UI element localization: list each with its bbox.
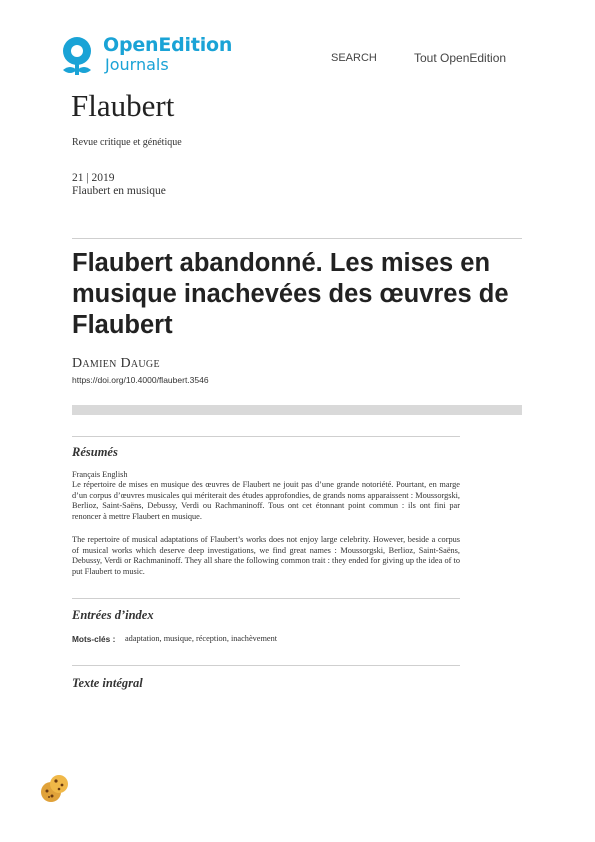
article-title: Flaubert abandonné. Les mises en musique inachevées des œuvres de Flaubert bbox=[72, 249, 509, 339]
separator-bar bbox=[72, 405, 522, 415]
journal-title[interactable]: Flaubert bbox=[71, 88, 175, 123]
divider bbox=[72, 598, 460, 599]
search-link[interactable]: SEARCH bbox=[331, 52, 377, 64]
fulltext-heading: Texte intégral bbox=[72, 676, 143, 690]
brand-name: OpenEdition bbox=[103, 34, 233, 56]
keywords-list[interactable]: adaptation, musique, réception, inachèvement bbox=[125, 634, 278, 643]
all-openedition-link[interactable]: Tout OpenEdition bbox=[414, 51, 507, 65]
openedition-logo[interactable] bbox=[60, 34, 240, 80]
divider bbox=[72, 436, 460, 437]
language-switcher[interactable]: Français English bbox=[72, 470, 128, 479]
author-name[interactable]: Damien Dauge bbox=[72, 356, 160, 371]
cookie-button[interactable] bbox=[40, 773, 70, 803]
index-heading: Entrées d’index bbox=[72, 608, 154, 622]
abstract-en: The repertoire of musical adaptations of Flaubert’s works does not enjoy large celebrity. However, beside a corpus of musical works which deserve deep investigations, we find great names : Moussorgski, Berlioz, Saint-Saëns, Debussy, Verdi or Rachmaninoff. They all share the following common trait : they ended for giving up the idea of to put Flaubert to music. bbox=[72, 535, 460, 576]
cookie-icon bbox=[40, 773, 70, 803]
brand-sub: Journals bbox=[105, 55, 169, 74]
journal-subtitle: Revue critique et génétique bbox=[72, 137, 182, 148]
issue-number[interactable]: 21 | 2019 bbox=[72, 172, 115, 184]
issue-title[interactable]: Flaubert en musique bbox=[72, 185, 166, 197]
keywords-label: Mots-clés : bbox=[72, 634, 116, 644]
divider bbox=[72, 238, 522, 239]
divider bbox=[72, 665, 460, 666]
doi-link[interactable]: https://doi.org/10.4000/flaubert.3546 bbox=[72, 375, 209, 385]
abstracts-heading: Résumés bbox=[72, 445, 118, 459]
openedition-logo-icon bbox=[60, 36, 94, 78]
abstract-fr: Le répertoire de mises en musique des œuvres de Flaubert ne jouit pas d’une grande notoriété. Pourtant, en marge d’un corpus d’œuvres musicales qui mériterait des études approfondies, de grands noms apparaissent : Moussorgski, Berlioz, Saint-Saëns, Debussy, Verdi ou Rachmaninoff. Tous ont cet étonnant point commun : ils ont fini par renoncer à mettre Flaubert en musique. bbox=[72, 480, 460, 521]
